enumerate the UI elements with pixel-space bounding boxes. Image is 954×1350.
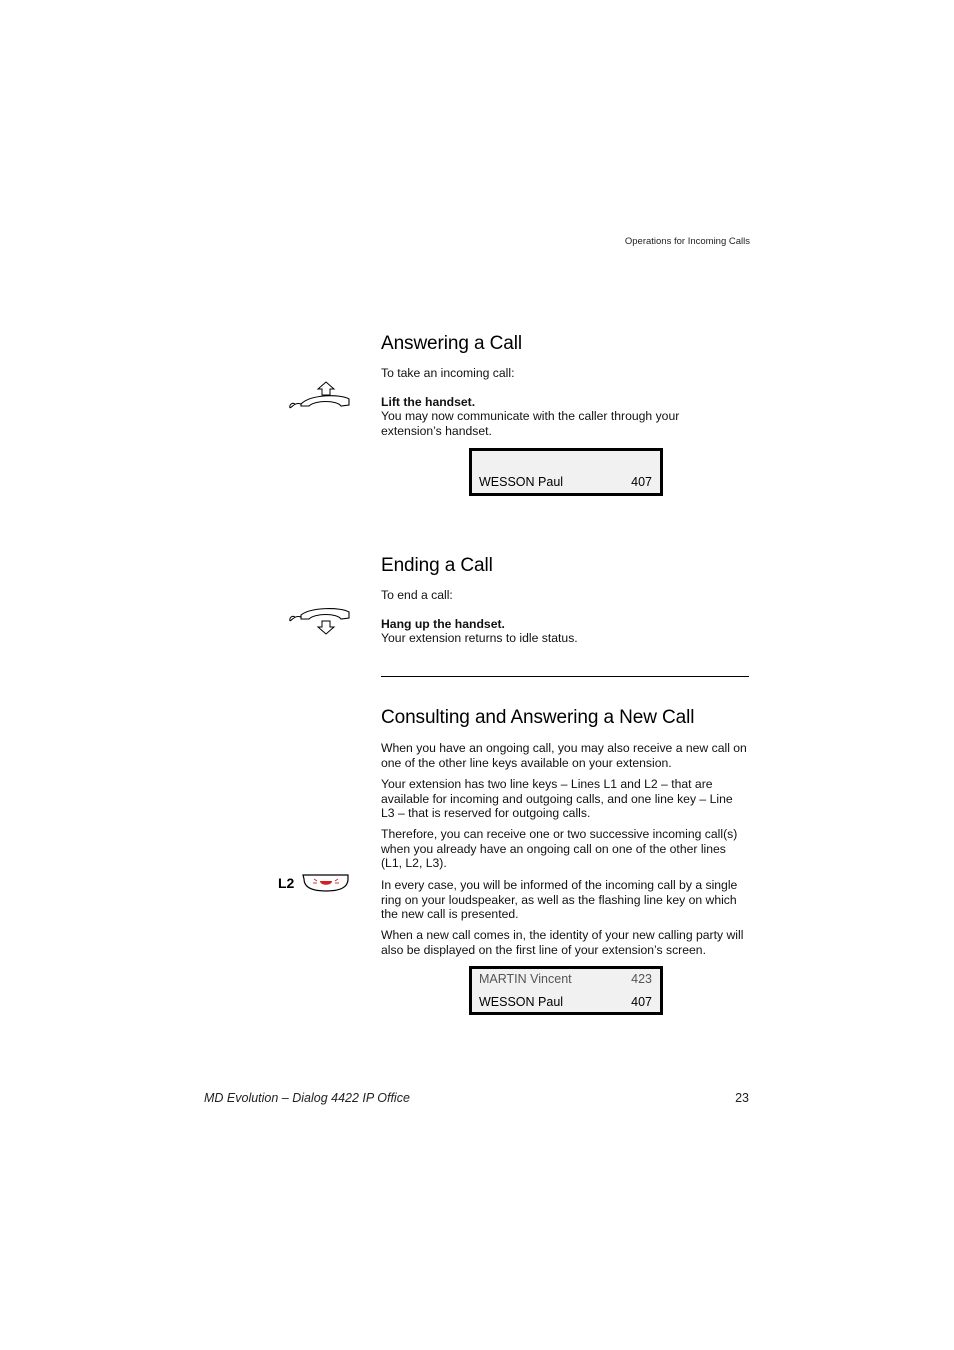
consulting-paragraph-1: When you have an ongoing call, you may also receive a new call on one of the other line keys available on your extension. <box>381 741 747 770</box>
footer-manual-title: MD Evolution – Dialog 4422 IP Office <box>204 1091 410 1105</box>
consulting-paragraph-5: When a new call comes in, the identity of your new calling party will also be displayed on the first line of your extension’s screen. <box>381 928 744 957</box>
phone-display-consulting <box>469 966 663 1015</box>
ending-intro: To end a call: <box>381 588 453 602</box>
ending-step-body: Your extension returns to idle status. <box>381 631 578 645</box>
answering-step-title: Lift the handset. <box>381 395 476 409</box>
running-header: Operations for Incoming Calls <box>624 236 750 247</box>
line-key-label: L2 <box>278 875 295 891</box>
display-line2-name: WESSON Paul <box>479 995 564 1009</box>
display-line1-ext: 423 <box>631 972 652 986</box>
consulting-paragraph-3: Therefore, you can receive one or two successive incoming call(s) when you already have an ongoing call on one of the other lines (L1, L2, L3). <box>381 827 738 871</box>
display-line2-ext: 407 <box>631 995 652 1009</box>
consulting-paragraph-2: Your extension has two line keys – Lines L1 and L2 – that are available for incoming and outgoing calls, and one line key – Line L3 – that is reserved for outgoing calls. <box>381 777 733 821</box>
display-line2-name: WESSON Paul <box>479 475 564 489</box>
ending-step-title: Hang up the handset. <box>381 617 505 631</box>
section-title-consulting: Consulting and Answering a New Call <box>381 707 695 728</box>
section-divider <box>381 676 749 677</box>
lift-handset-icon <box>287 380 353 412</box>
flashing-line-key-icon <box>301 873 351 893</box>
hang-up-handset-icon <box>287 605 353 637</box>
answering-step-body: You may now communicate with the caller through your extension’s handset. <box>381 409 680 438</box>
display-line2-ext: 407 <box>631 475 652 489</box>
display-line1-name: MARTIN Vincent <box>479 972 572 986</box>
consulting-paragraph-4: In every case, you will be informed of the incoming call by a single ring on your loudspeaker, as well as the flashing line key on which the new call is presented. <box>381 878 738 922</box>
page-number: 23 <box>735 1091 749 1105</box>
section-title-answering: Answering a Call <box>381 333 522 354</box>
phone-display-answering <box>469 448 663 496</box>
section-title-ending: Ending a Call <box>381 555 493 576</box>
answering-intro: To take an incoming call: <box>381 366 515 380</box>
